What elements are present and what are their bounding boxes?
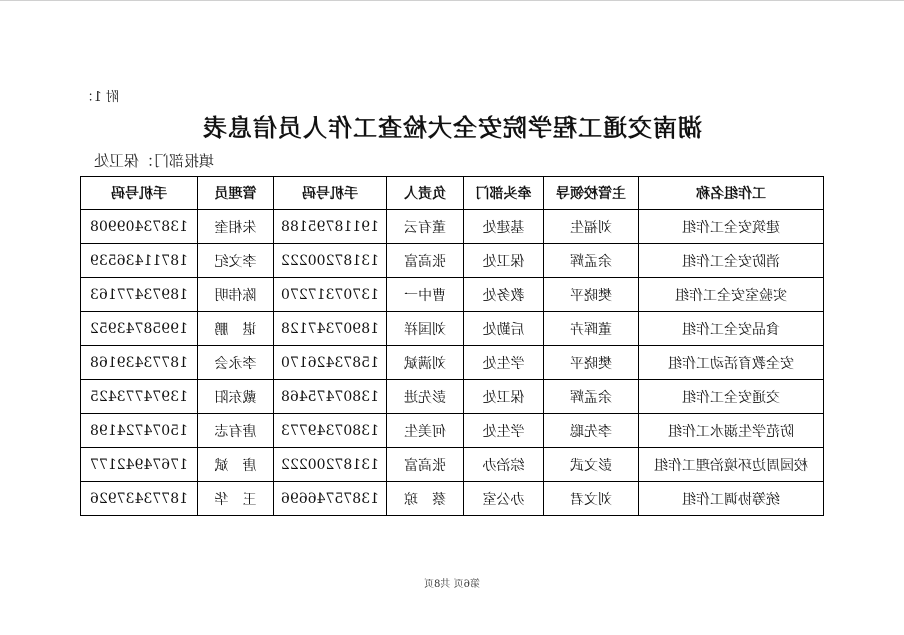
cell-lead-dept: 后勤处 — [464, 312, 544, 346]
cell-group-name: 安全教育活动工作组 — [639, 346, 824, 380]
cell-group-name: 建筑安全工作组 — [639, 210, 824, 244]
cell-person-in-charge: 彭先进 — [387, 380, 464, 414]
fill-department-line — [94, 150, 214, 171]
cell-phone-1: 13707317270 — [274, 278, 387, 312]
cell-lead-dept: 学生处 — [464, 414, 544, 448]
cell-lead-dept: 保卫处 — [464, 380, 544, 414]
cell-school-leader: 余孟辉 — [544, 244, 639, 278]
header-phone-1: 手机号码 — [274, 177, 387, 210]
cell-phone-2: 18773439168 — [81, 346, 198, 380]
cell-school-leader: 余孟辉 — [544, 380, 639, 414]
cell-school-leader: 李先聪 — [544, 414, 639, 448]
cell-group-name: 食品安全工作组 — [639, 312, 824, 346]
table-row — [81, 244, 824, 278]
cell-phone-1: 15873426170 — [274, 346, 387, 380]
cell-lead-dept: 教务处 — [464, 278, 544, 312]
cell-group-name: 消防安全工作组 — [639, 244, 824, 278]
cell-person-in-charge: 董有云 — [387, 210, 464, 244]
cell-group-name: 实验室安全工作组 — [639, 278, 824, 312]
cell-administrator: 陈伟明 — [198, 278, 274, 312]
table-row — [81, 414, 824, 448]
cell-person-in-charge: 刘国祥 — [387, 312, 464, 346]
cell-school-leader: 刘文君 — [544, 482, 639, 516]
fill-department-value: 保卫处 — [93, 152, 139, 170]
cell-phone-1: 18907347128 — [274, 312, 387, 346]
cell-phone-2: 15074724198 — [81, 414, 198, 448]
cell-person-in-charge: 张高富 — [387, 448, 464, 482]
cell-phone-2: 18711436539 — [81, 244, 198, 278]
page-number-footer: 第6页 共8页 — [424, 579, 480, 590]
cell-person-in-charge: 曹中一 — [387, 278, 464, 312]
page-edge — [0, 0, 904, 1]
document-title: 湖南交通工程学院安全大检查工作人员信息表 — [202, 114, 702, 142]
cell-phone-1: 13187200222 — [274, 448, 387, 482]
cell-group-name: 统筹协调工作组 — [639, 482, 824, 516]
cell-person-in-charge: 蔡 琼 — [387, 482, 464, 516]
cell-lead-dept: 办公室 — [464, 482, 544, 516]
cell-phone-1: 13187200222 — [274, 244, 387, 278]
cell-phone-1: 13807475468 — [274, 380, 387, 414]
cell-administrator: 戴东阳 — [198, 380, 274, 414]
cell-phone-1: 13807349773 — [274, 414, 387, 448]
cell-school-leader: 樊晓平 — [544, 346, 639, 380]
cell-phone-2: 13974773425 — [81, 380, 198, 414]
header-phone-2: 手机号码 — [81, 177, 198, 210]
fill-department-label: 填报部门： — [138, 152, 214, 170]
cell-phone-2: 18973477163 — [81, 278, 198, 312]
header-person-in-charge: 负责人 — [387, 177, 464, 210]
cell-phone-2: 18773437926 — [81, 482, 198, 516]
cell-administrator: 唐有志 — [198, 414, 274, 448]
table-row — [81, 482, 824, 516]
cell-phone-2: 19958743952 — [81, 312, 198, 346]
cell-lead-dept: 保卫处 — [464, 244, 544, 278]
cell-school-leader: 彭文武 — [544, 448, 639, 482]
cell-school-leader: 刘福生 — [544, 210, 639, 244]
table-row — [81, 312, 824, 346]
table-row — [81, 380, 824, 414]
cell-lead-dept: 综治办 — [464, 448, 544, 482]
cell-lead-dept: 学生处 — [464, 346, 544, 380]
cell-group-name: 校园周边环境治理工作组 — [639, 448, 824, 482]
cell-phone-1: 19118795188 — [274, 210, 387, 244]
cell-lead-dept: 基建处 — [464, 210, 544, 244]
cell-administrator: 谌 鹏 — [198, 312, 274, 346]
cell-school-leader: 樊晓平 — [544, 278, 639, 312]
cell-person-in-charge: 刘满斌 — [387, 346, 464, 380]
cell-phone-2: 17674942177 — [81, 448, 198, 482]
cell-administrator: 李永会 — [198, 346, 274, 380]
table-header-row — [81, 177, 824, 210]
attachment-label: 附 1： — [80, 90, 119, 105]
cell-phone-2: 13873409908 — [81, 210, 198, 244]
cell-group-name: 交通安全工作组 — [639, 380, 824, 414]
header-administrator: 管理员 — [198, 177, 274, 210]
cell-administrator: 朱相奎 — [198, 210, 274, 244]
cell-person-in-charge: 张高富 — [387, 244, 464, 278]
cell-school-leader: 董晖卉 — [544, 312, 639, 346]
cell-group-name: 防范学生溺水工作组 — [639, 414, 824, 448]
table-row — [81, 346, 824, 380]
header-lead-dept: 牵头部门 — [464, 177, 544, 210]
cell-administrator: 王 华 — [198, 482, 274, 516]
table-row — [81, 448, 824, 482]
header-group-name: 工作组名称 — [639, 177, 824, 210]
table-row — [81, 278, 824, 312]
cell-person-in-charge: 何美生 — [387, 414, 464, 448]
cell-administrator: 唐 斌 — [198, 448, 274, 482]
cell-phone-1: 13875746696 — [274, 482, 387, 516]
staff-info-table — [80, 176, 824, 516]
table-row — [81, 210, 824, 244]
header-school-leader: 主管校领导 — [544, 177, 639, 210]
cell-administrator: 李文纪 — [198, 244, 274, 278]
